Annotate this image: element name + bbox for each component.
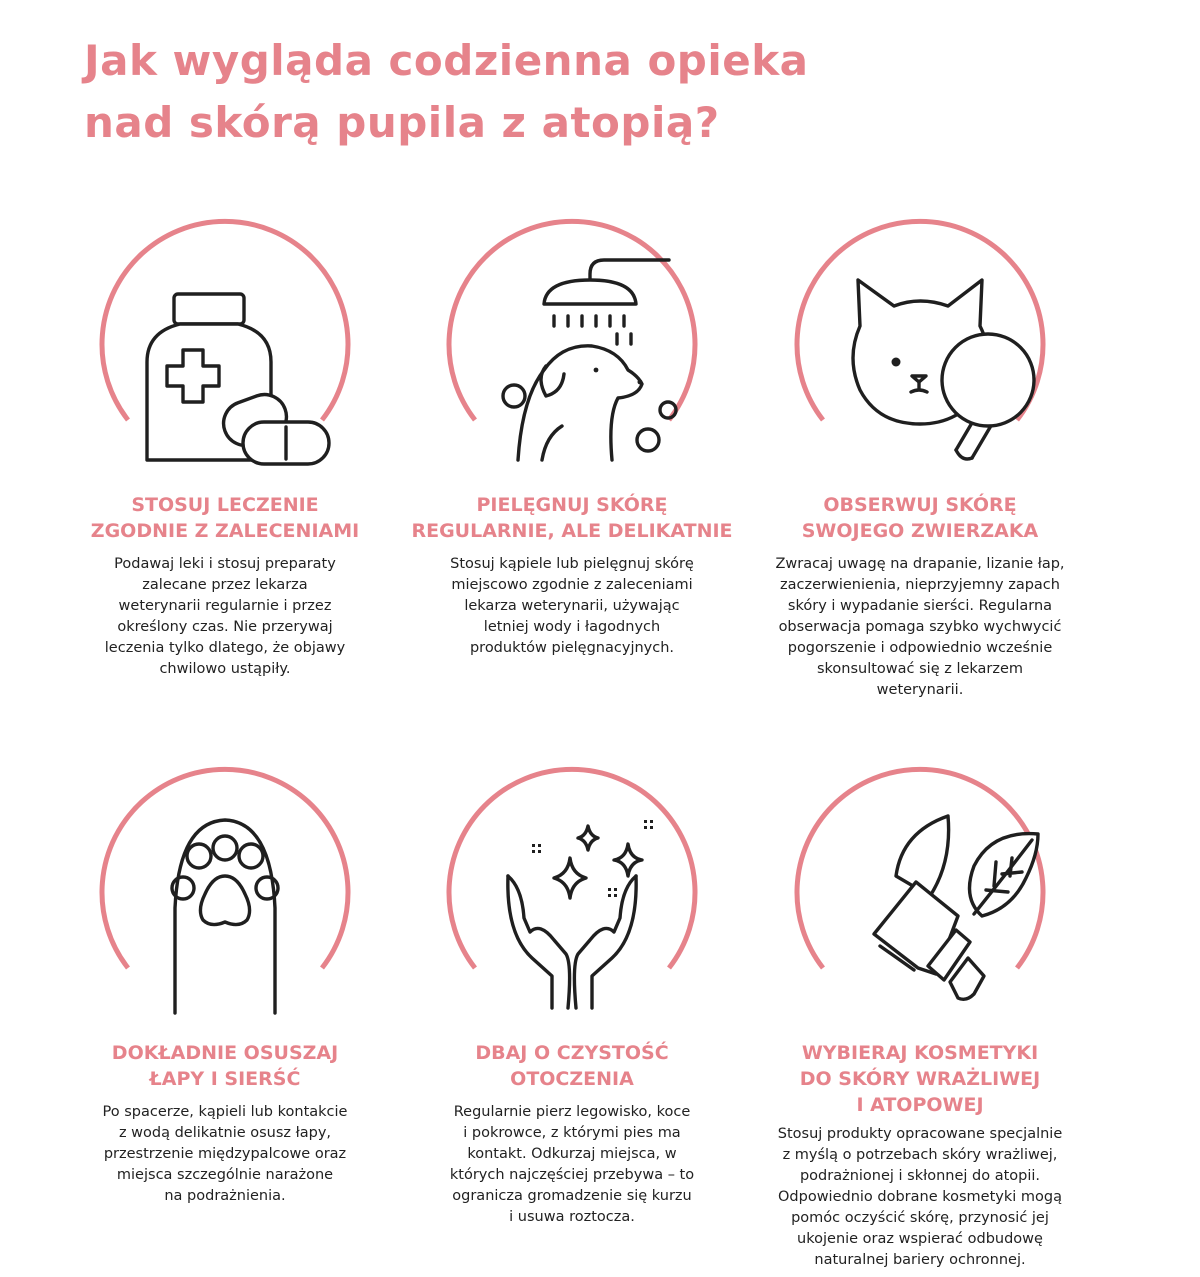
heading-line: DBAJ O CZYSTOŚĆ bbox=[475, 1042, 669, 1064]
body-line: weterynarii. bbox=[876, 682, 964, 698]
card-body bbox=[750, 1124, 1090, 1271]
body-line: Podawaj leki i stosuj preparaty bbox=[114, 556, 336, 572]
card-heading bbox=[750, 1040, 1090, 1118]
card-heading bbox=[55, 492, 395, 544]
body-line: Regularnie pierz legowisko, koce bbox=[453, 1104, 691, 1120]
body-line: chwilowo ustąpiły. bbox=[159, 661, 291, 677]
body-line: Zwracaj uwagę na drapanie, lizanie łap, bbox=[775, 556, 1065, 572]
body-line: ogranicza gromadzenie się kurzu bbox=[452, 1188, 692, 1204]
body-line: letniej wody i łagodnych bbox=[483, 619, 661, 635]
card-body bbox=[750, 554, 1090, 701]
card-body bbox=[402, 554, 742, 659]
card-heading bbox=[402, 1040, 742, 1092]
body-line: z myślą o potrzebach skóry wrażliwej, bbox=[782, 1147, 1058, 1163]
body-line: kontakt. Odkurzaj miejsca, w bbox=[467, 1146, 677, 1162]
body-line: i usuwa roztocza. bbox=[509, 1209, 635, 1225]
body-line: i pokrowce, z którymi pies ma bbox=[463, 1125, 681, 1141]
card-body bbox=[55, 1102, 395, 1207]
body-line: miejscowo zgodnie z zaleceniami bbox=[451, 577, 693, 593]
card-body bbox=[402, 1102, 742, 1228]
heading-line: WYBIERAJ KOSMETYKI bbox=[801, 1042, 1039, 1064]
card-heading bbox=[402, 492, 742, 544]
heading-line: DOKŁADNIE OSUSZAJ bbox=[111, 1042, 339, 1064]
heading-line: I ATOPOWEJ bbox=[856, 1094, 984, 1116]
body-line: weterynarii regularnie i przez bbox=[118, 598, 332, 614]
page-title-line-1: Jak wygląda codzienna opieka bbox=[84, 36, 809, 85]
dog-shower-icon bbox=[422, 210, 722, 470]
heading-line: REGULARNIE, ALE DELIKATNIE bbox=[411, 520, 733, 542]
body-line: skóry i wypadanie sierści. Regularna bbox=[787, 598, 1053, 614]
body-line: skonsultować się z lekarzem bbox=[816, 661, 1024, 677]
heading-line: PIELĘGNUJ SKÓRĘ bbox=[476, 494, 668, 516]
body-line: pomóc oczyścić skórę, przynosić jej bbox=[791, 1210, 1049, 1226]
body-line: z wodą delikatnie osusz łapy, bbox=[118, 1125, 332, 1141]
body-line: pogorszenie i odpowiednio wcześnie bbox=[787, 640, 1053, 656]
heading-line: ZGODNIE Z ZALECENIAMI bbox=[90, 520, 360, 542]
body-line: przestrzenie międzypalcowe oraz bbox=[103, 1146, 347, 1162]
medicine-jar-icon bbox=[75, 210, 375, 470]
body-line: Stosuj kąpiele lub pielęgnuj skórę bbox=[450, 556, 694, 572]
heading-line: DO SKÓRY WRAŻLIWEJ bbox=[799, 1068, 1041, 1090]
heading-line: STOSUJ LECZENIE bbox=[131, 494, 319, 516]
body-line: produktów pielęgnacyjnych. bbox=[469, 640, 675, 656]
clean-hands-sparkle-icon bbox=[422, 758, 722, 1018]
body-line: których najczęściej przebywa – to bbox=[449, 1167, 695, 1183]
body-line: podrażnionej i skłonnej do atopii. bbox=[799, 1168, 1041, 1184]
card-heading bbox=[750, 492, 1090, 544]
body-line: zalecane przez lekarza bbox=[142, 577, 308, 593]
page-title-line-2: nad skórą pupila z atopią? bbox=[84, 98, 720, 147]
cat-magnifier-icon bbox=[770, 210, 1070, 470]
body-line: naturalnej bariery ochronnej. bbox=[814, 1252, 1026, 1268]
paw-icon bbox=[75, 758, 375, 1018]
cosmetic-tube-leaf-icon bbox=[770, 758, 1070, 1018]
heading-line: ŁAPY I SIERŚĆ bbox=[149, 1068, 301, 1090]
body-line: obserwacja pomaga szybko wychwycić bbox=[778, 619, 1062, 635]
heading-line: OBSERWUJ SKÓRĘ bbox=[823, 494, 1017, 516]
body-line: miejsca szczególnie narażone bbox=[116, 1167, 334, 1183]
body-line: Po spacerze, kąpieli lub kontakcie bbox=[102, 1104, 348, 1120]
body-line: zaczerwienienia, nieprzyjemny zapach bbox=[780, 577, 1060, 593]
page-title bbox=[84, 30, 809, 154]
body-line: Odpowiednio dobrane kosmetyki mogą bbox=[778, 1189, 1062, 1205]
body-line: lekarza weterynarii, używając bbox=[464, 598, 680, 614]
heading-line: OTOCZENIA bbox=[510, 1068, 634, 1090]
body-line: na podrażnienia. bbox=[164, 1188, 286, 1204]
body-line: ukojenie oraz wspierać odbudowę bbox=[797, 1231, 1043, 1247]
card-heading bbox=[55, 1040, 395, 1092]
body-line: Stosuj produkty opracowane specjalnie bbox=[777, 1126, 1063, 1142]
body-line: określony czas. Nie przerywaj bbox=[117, 619, 333, 635]
card-body bbox=[55, 554, 395, 680]
body-line: leczenia tylko dlatego, że objawy bbox=[104, 640, 346, 656]
heading-line: SWOJEGO ZWIERZAKA bbox=[801, 520, 1039, 542]
